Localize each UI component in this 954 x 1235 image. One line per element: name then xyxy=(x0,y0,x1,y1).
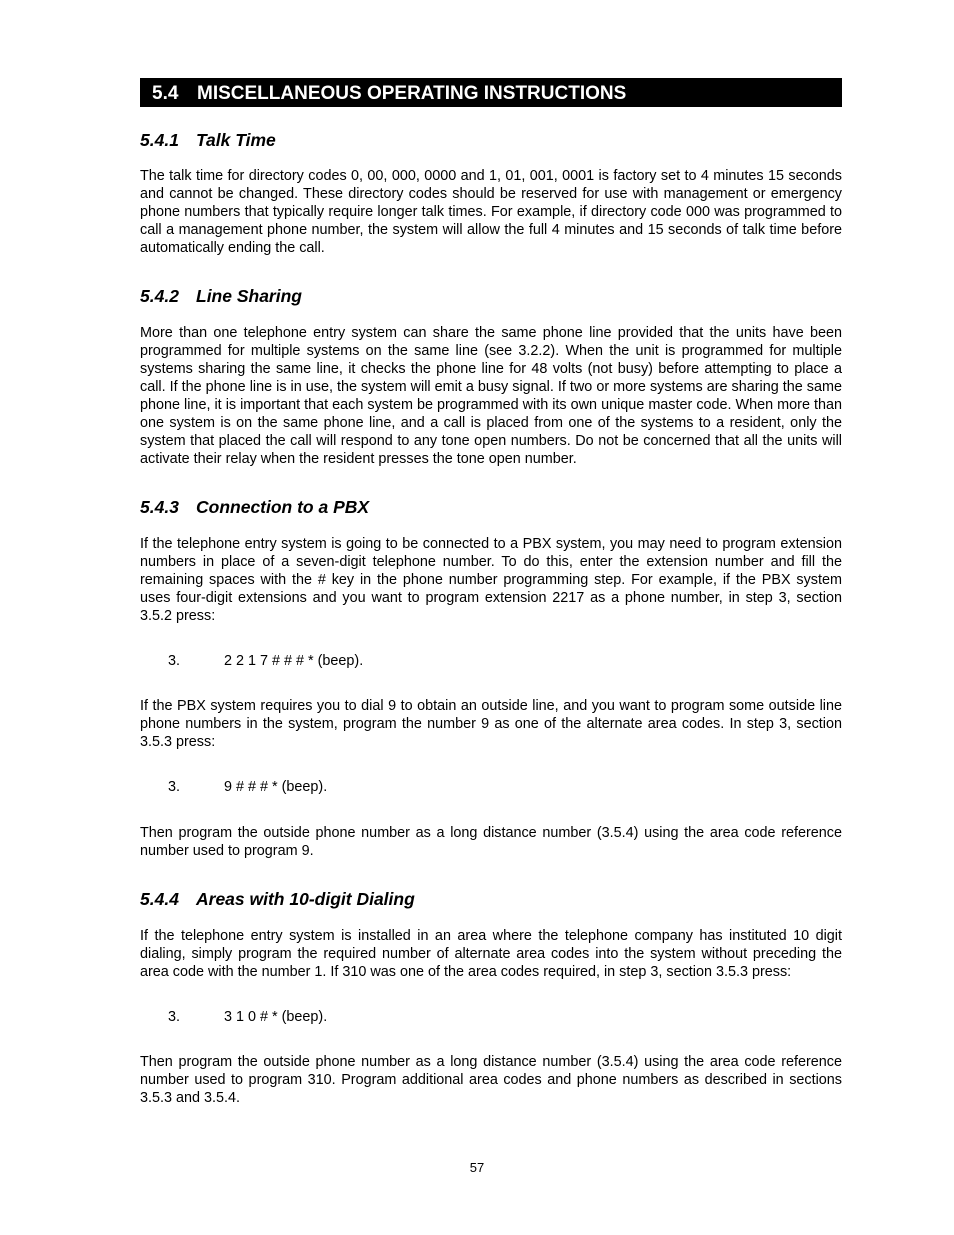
pbx-title: Connection to a PBX xyxy=(196,497,370,517)
step-text: 2 2 1 7 # # # * (beep). xyxy=(224,653,364,669)
ten-digit-title: Areas with 10-digit Dialing xyxy=(196,889,415,909)
step-number: 3. xyxy=(168,779,181,795)
document-page xyxy=(140,78,842,1107)
pbx-heading xyxy=(140,496,842,518)
line-sharing-number: 5.4.2 xyxy=(140,286,179,306)
talk-time-number: 5.4.1 xyxy=(140,130,179,150)
pbx-paragraph-1: If the telephone entry system is going to be connected to a PBX system, you may need to program extension numbers in place of a seven-digit telephone number. To do this, enter the extension number and fill the remaining spaces with the # key in the phone number programming step. For example, if the PBX system uses four-digit extensions and you want to program extension 2217 as a phone number, in step 3, section 3.5.2 press: xyxy=(140,536,842,624)
step-number: 3. xyxy=(168,1009,181,1025)
talk-time-title: Talk Time xyxy=(196,130,276,150)
pbx-step-2 xyxy=(140,778,842,796)
pbx-paragraph-2: If the PBX system requires you to dial 9 to obtain an outside line, and you want to program some outside line phone numbers in the system, program the number 9 as one of the alternate area codes. In step 3, section 3.5.3 press: xyxy=(140,698,842,750)
ten-digit-step xyxy=(140,1008,842,1026)
ten-digit-heading xyxy=(140,888,842,910)
section-title: MISCELLANEOUS OPERATING INSTRUCTIONS xyxy=(197,83,627,104)
ten-digit-paragraph-2: Then program the outside phone number as a long distance number (3.5.4) using the area code reference number used to program 310. Program additional area codes and phone numbers as described in sections 3.5.3 and 3.5.4. xyxy=(140,1054,842,1106)
pbx-paragraph-3: Then program the outside phone number as a long distance number (3.5.4) using the area code reference number used to program 9. xyxy=(140,825,842,859)
ten-digit-number: 5.4.4 xyxy=(140,889,179,909)
line-sharing-title: Line Sharing xyxy=(196,286,302,306)
step-text: 3 1 0 # * (beep). xyxy=(224,1009,328,1025)
step-text: 9 # # # * (beep). xyxy=(224,779,328,795)
step-number: 3. xyxy=(168,653,181,669)
page-number: 57 xyxy=(469,1160,485,1175)
talk-time-paragraph: The talk time for directory codes 0, 00, 000, 0000 and 1, 01, 001, 0001 is factory set to 4 minutes 15 seconds and cannot be changed. These directory codes should be reserved for use with management or emergency phone numbers that typically require longer talk times. For example, if directory code 000 was programmed to call a management phone number, the system will allow the full 4 minutes and 15 seconds of talk time before automatically ending the call. xyxy=(140,168,842,256)
line-sharing-paragraph: More than one telephone entry system can share the same phone line provided that the units have been programmed for multiple systems on the same line (see 3.2.2). When the unit is programmed for multiple systems sharing the same line, it checks the phone line for 48 volts (not busy) before attempting to place a call. If the phone line is in use, the system will emit a busy signal. If two or more systems are sharing the same phone line, it is important that each system be programmed with its own unique master code. When more than one system is on the same phone line, and a call is placed from one of the systems to a resident, only the system that placed the call will respond to any tone open numbers. Do not be concerned that all the units will activate their relay when the resident presses the tone open number. xyxy=(140,325,842,467)
line-sharing-heading xyxy=(140,285,842,307)
section-heading-bar xyxy=(140,78,842,107)
section-number: 5.4 xyxy=(152,83,179,104)
ten-digit-paragraph-1: If the telephone entry system is installed in an area where the telephone company has instituted 10 digit dialing, simply program the required number of alternate area codes into the system without preceding the area code with the number 1. If 310 was one of the area codes required, in step 3, section 3.5.3 press: xyxy=(140,928,842,980)
talk-time-heading xyxy=(140,129,842,151)
pbx-number: 5.4.3 xyxy=(140,497,179,517)
pbx-step-1 xyxy=(140,652,842,670)
